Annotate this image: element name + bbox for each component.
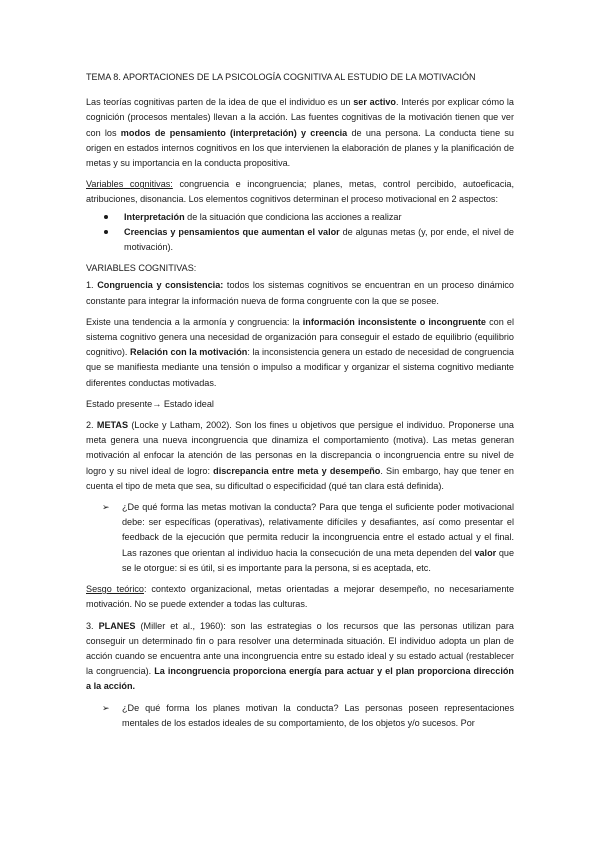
- text-run: (Locke y Latham, 2002). Son los fines u objetivos que persigue el individuo. Proponerse una meta genera una nueva incongruencia que dinamiza el comportamiento (motiva). Las metas generan motivación al enfocar la atención de las personas en la discrepancia o incongruencia entre su nivel de logro y su nivel ideal de logro:: [86, 420, 514, 476]
- bold-text: ser activo: [353, 97, 396, 108]
- arrow-bullet-icon: ➢: [102, 502, 110, 513]
- text-run: todos los sistemas cognitivos se encuentran en un proceso dinámico constante para integrar la información nueva de forma congruente con la que se posee.: [86, 280, 514, 306]
- harmony-paragraph: [86, 315, 514, 391]
- bold-text: discrepancia entre meta y desempeño: [213, 465, 381, 476]
- text-run: . Sin embargo, hay que tener en cuenta el tipo de meta que sea, su dificultad o especificidad (qué tan clara está definida).: [86, 465, 514, 491]
- congruence-paragraph: [86, 278, 514, 308]
- section-heading: VARIABLES COGNITIVAS:: [86, 263, 197, 274]
- bold-text: Interpretación: [124, 211, 185, 222]
- bold-text: Creencias y pensamientos que aumentan el valor: [124, 226, 340, 237]
- text-run: congruencia e incongruencia; planes, metas, control percibido, autoeficacia, atribuciones, disonancia. Los elementos cognitivos determinan el proceso motivacional en 2 aspectos:: [86, 179, 514, 205]
- text-run: con el sistema cognitivo genera una necesidad de organización para conseguir el estado de equilibrio (equilibrio cognitivo).: [86, 316, 515, 358]
- bold-text: modos de pensamiento (interpretación) y creencia: [120, 127, 348, 138]
- bold-text: PLANES: [98, 620, 136, 631]
- list-item: [86, 500, 514, 576]
- list-item: [86, 701, 514, 731]
- text-run: (Miller et al., 1960): son las estrategias o los recursos que las personas utilizan para conseguir un determinado fin o para resolver una determinada situación. El individuo adopta un plan de acción cuando se encuentra ante una incongruencia entre su estado ideal y su estado actual (restablecer la congruencia).: [86, 620, 514, 677]
- text-run: de la situación que condiciona las acciones a realizar: [184, 211, 402, 222]
- text-run: de una persona. La conducta tiene su origen en estados internos cognitivos en los que intervienen la elaboración de planes y la planificación de metas y su importancia en la conducta propositiva.: [86, 127, 514, 169]
- bold-text: La incongruencia proporciona energía para actuar y el plan proporciona dirección a la acción.: [86, 666, 514, 692]
- underlined-term: Variables cognitivas:: [86, 179, 173, 190]
- item-number: 1.: [86, 280, 98, 291]
- item-number: 3.: [86, 620, 99, 631]
- text-run: que se le otorgue: si es útil, si es importante para la persona, si es aceptada, etc.: [122, 547, 514, 573]
- arrow-bullet-icon: ➢: [102, 702, 110, 713]
- arrow-list: [86, 500, 514, 576]
- text-run: de algunas metas (y, por ende, el nivel de motivación).: [124, 226, 514, 253]
- arrow-list: [86, 701, 514, 731]
- document-title: TEMA 8. APORTACIONES DE LA PSICOLOGÍA COGNITIVA AL ESTUDIO DE LA MOTIVACIÓN: [86, 72, 476, 82]
- text-run: Existe una tendencia a la armonía y congruencia: la: [86, 316, 303, 327]
- text-run: ¿De qué forma las metas motivan la conducta? Para que tenga el suficiente poder motivacional debe: ser específicas (operativas), relativamente difíciles y desafiantes, así como presentar el feedback de la ejecución que permita reducir la incongruencia entre el estado actual y el final. Las razones que orientan al individuo hacia la consecución de una meta dependen del: [122, 502, 514, 558]
- bold-text: Congruencia y consistencia:: [97, 280, 224, 291]
- text-run: ¿De qué forma los planes motivan la conducta? Las personas poseen representaciones mentales de los estados ideales de su comportamiento, de los objetos y/o sucesos. Por: [122, 702, 514, 728]
- bold-text: METAS: [96, 420, 129, 431]
- bold-text: valor: [474, 547, 497, 558]
- intro-paragraph: [86, 95, 514, 171]
- text-run: . Interés por explicar cómo la cognición (procesos mentales) llevan a la acción. Las fuentes cognitivas de la motivación tienen que ver con los: [86, 97, 514, 138]
- document-body: [86, 70, 514, 737]
- bold-text: información inconsistente o incongruente: [302, 316, 486, 327]
- bold-text: Relación con la motivación: [130, 347, 248, 358]
- text-run: : contexto organizacional, metas orientadas a mejorar desempeño, no necesariamente motivación. No se puede extender a todas las culturas.: [86, 584, 514, 610]
- state-line: Estado presente→ Estado ideal: [86, 398, 214, 409]
- list-item: [86, 210, 514, 225]
- item-number: 2.: [86, 420, 97, 431]
- list-item: [86, 225, 514, 255]
- plans-paragraph: [86, 619, 514, 695]
- text-run: : la inconsistencia genera un estado de necesidad de congruencia que se manifiesta mediante una tensión o impulso a modificar y organizar el sistema cognitivo mediante diferentes conductas motivadas.: [86, 347, 514, 388]
- bullet-list: [86, 210, 514, 256]
- text-run: Las teorías cognitivas parten de la idea de que el individuo es un: [86, 97, 354, 108]
- underlined-term: Sesgo teórico: [86, 584, 144, 595]
- variables-paragraph: [86, 177, 514, 207]
- goals-paragraph: [86, 418, 514, 494]
- bias-paragraph: [86, 582, 514, 612]
- bullet-icon: [104, 230, 108, 234]
- bullet-icon: [104, 215, 108, 219]
